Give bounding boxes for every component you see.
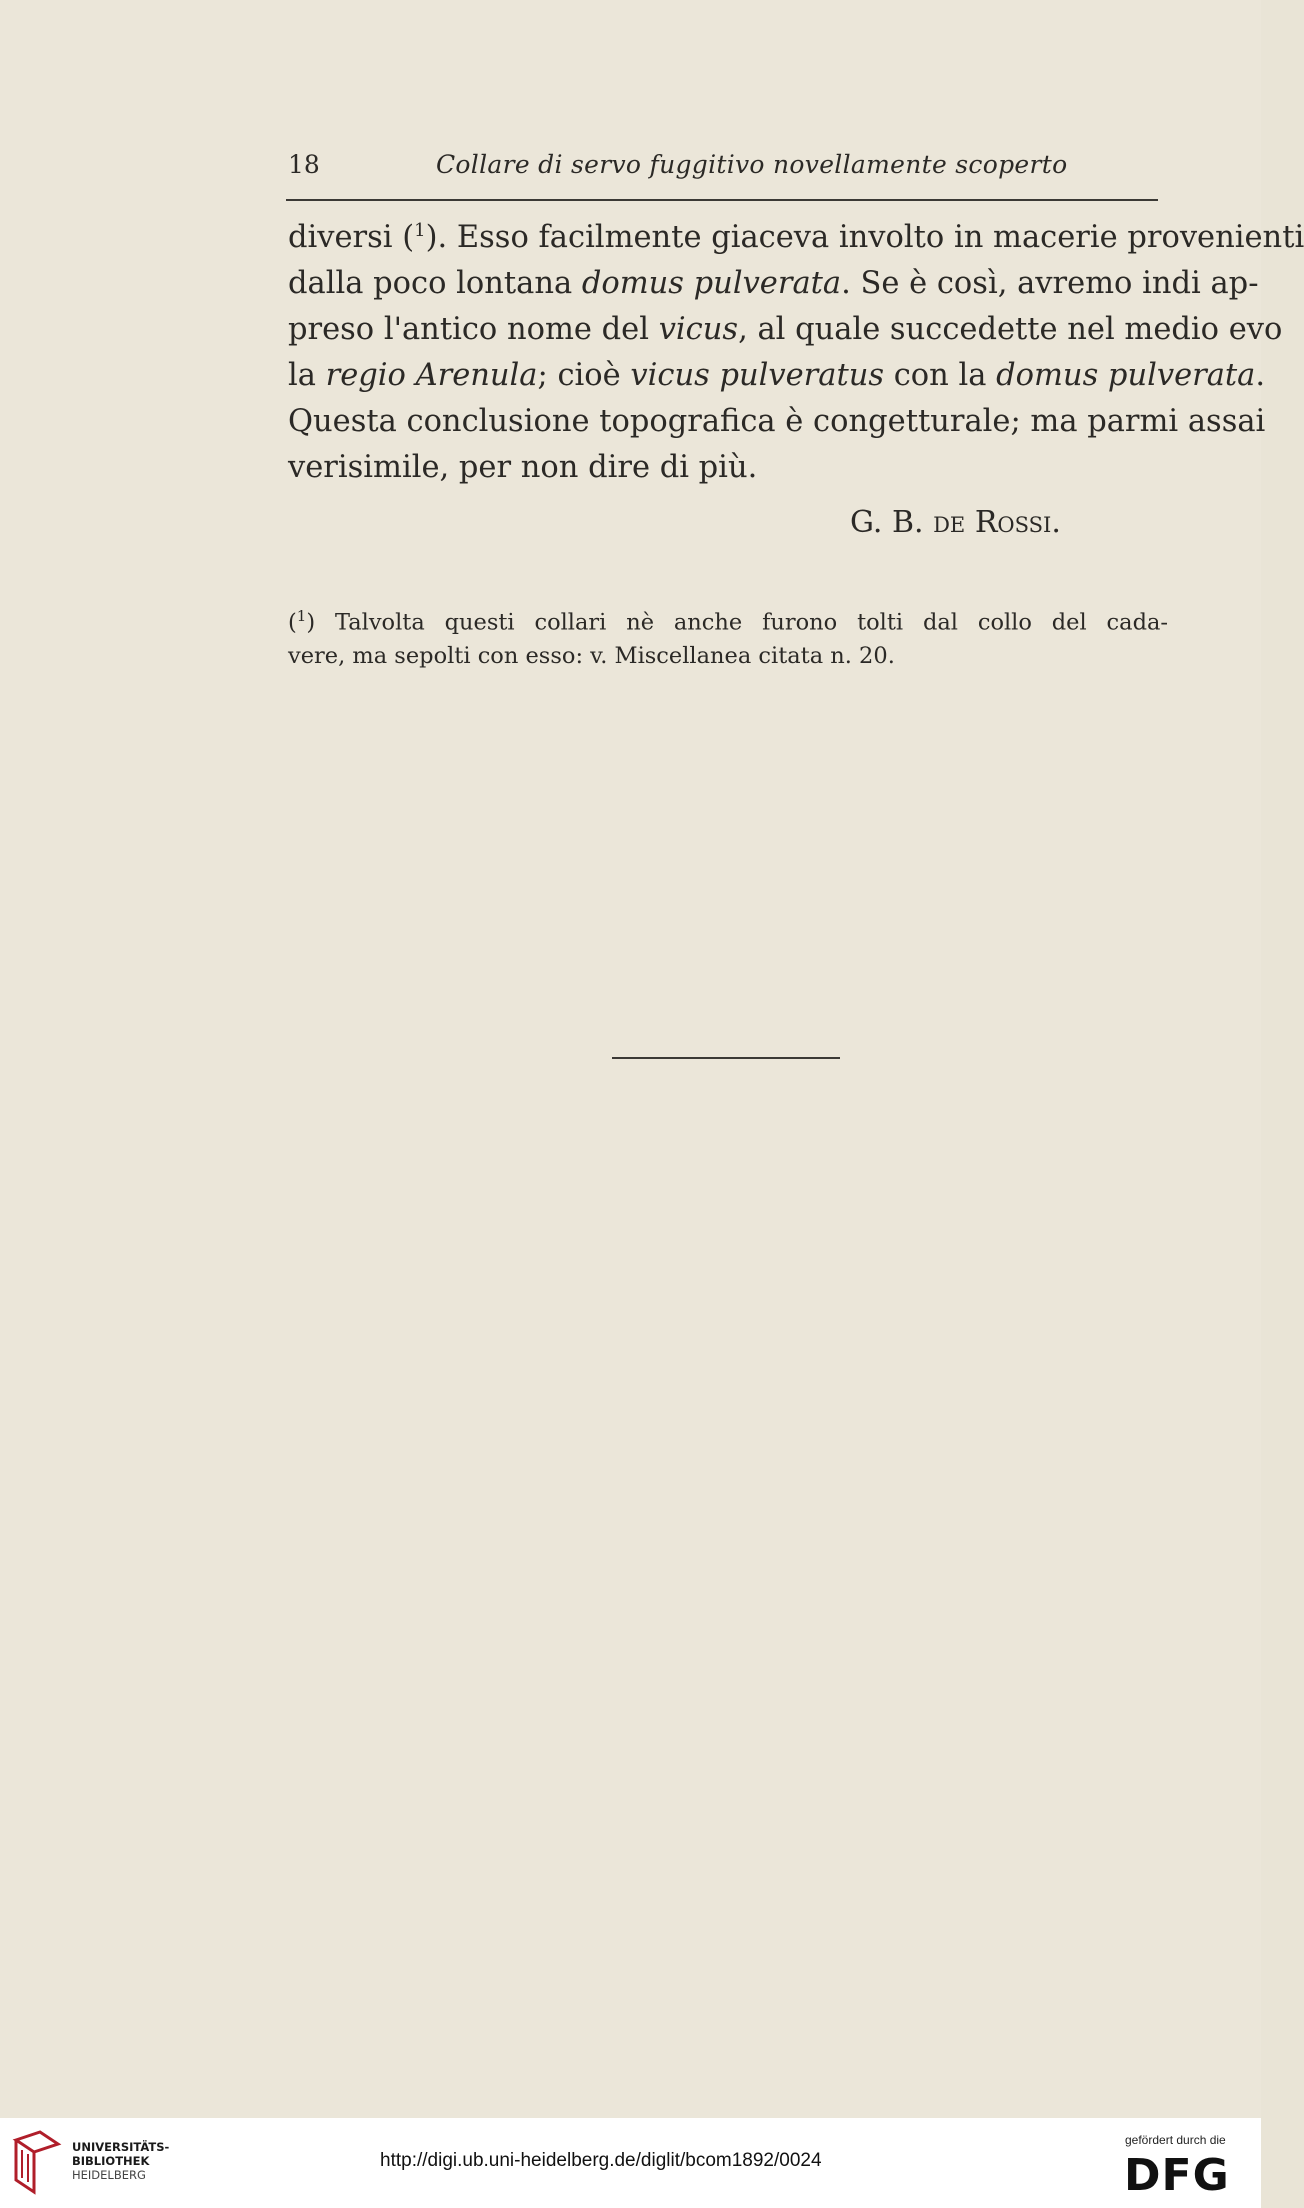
body-line-4: la regio Arenula; cioè vicus pulveratus con la domus pulverata. [288, 358, 1266, 394]
end-rule [612, 1057, 840, 1059]
permalink-url[interactable]: http://digi.ub.uni-heidelberg.de/diglit/bcom1892/0024 [380, 2150, 822, 2171]
library-name: UNIVERSITÄTS- BIBLIOTHEK HEIDELBERG [72, 2140, 170, 2182]
body-line-5: Questa conclusione topografica è congetturale; ma parmi assai [288, 404, 1266, 440]
footnote-ref: 1 [414, 220, 426, 241]
body-line-3: preso l'antico nome del vicus, al quale succedette nel medio evo [288, 312, 1283, 348]
page-number: 18 [288, 150, 320, 179]
author-signature: G. B. de Rossi. [850, 505, 1061, 540]
running-title: Collare di servo fuggitivo novellamente scoperto [436, 150, 1068, 179]
body-text [288, 208, 1304, 491]
body-line-6: verisimile, per non dire di più. [288, 450, 758, 486]
funding-note: gefördert durch die [1125, 2133, 1226, 2147]
body-line-2: dalla poco lontana domus pulverata. Se è così, avremo indi ap- [288, 266, 1259, 302]
page-header [286, 150, 1168, 186]
footnote [288, 600, 1168, 673]
footnote-line-2: vere, ma sepolti con esso: v. Miscellanea citata n. 20. [288, 642, 895, 669]
dfg-logo: DFG [1124, 2150, 1230, 2201]
header-rule [286, 199, 1158, 201]
body-line-1: diversi ($^1$). Esso facilmente giaceva involto in macerie provenienti [288, 220, 1304, 256]
footnote-line-1: ($^1$) Talvolta questi collari nè anche furono tolti dal collo del cada- [288, 607, 1168, 636]
library-logo-icon [12, 2130, 62, 2194]
